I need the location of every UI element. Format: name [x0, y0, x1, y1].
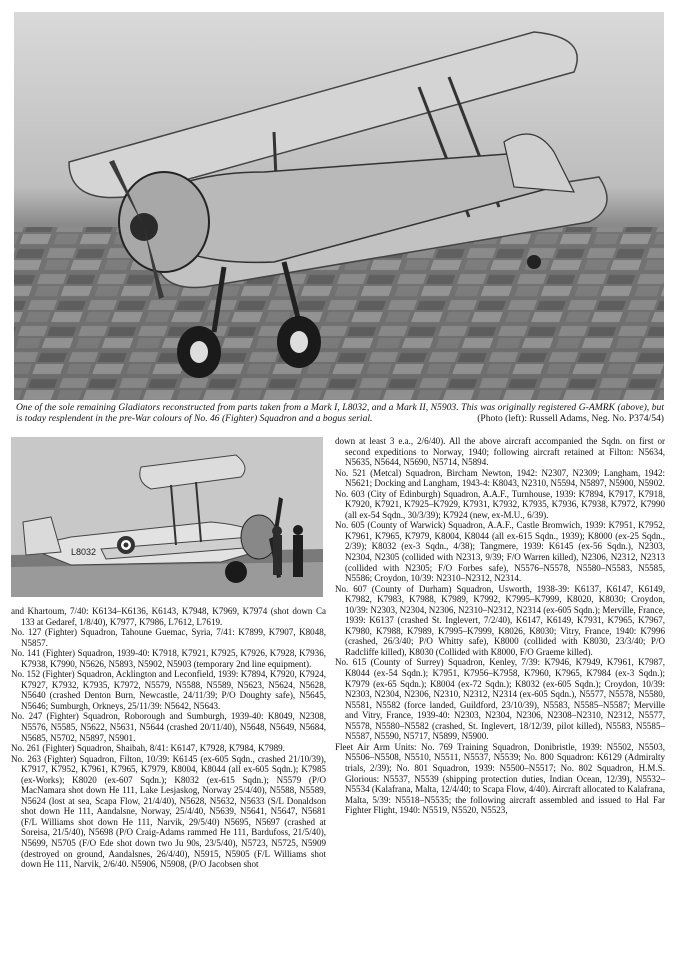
caption-text: One of the sole remaining Gladiators reconstructed from parts taken from a Mark I, L8032, and a Mark II, N5903. This was originally registered G-AMRK (above), but is today resplendent in the pre-War colours of No. 46 (Fighter) Squadron and a bogus serial.: [16, 402, 664, 424]
text-paragraph: down at least 3 e.a., 2/6/40). All the above aircraft accompanied the Sqdn. on first or second expeditions to Norway, 1940; following aircraft retained at Filton: N5634, N5635, N5644, N5690, N5714, N5894.: [335, 436, 665, 468]
text-paragraph: No. 605 (County of Warwick) Squadron, A.A.F., Castle Bromwich, 1939: K7951, K7952, K7961, K7965, K7979, K8004, K8044 (all ex-615 Sqdn., 1939); K8000 (ex-25 Sqdn., 2/39); K8032 (ex-3 Sqdn., 4/38); Tangmere, 1939: K6145 (ex-56 Sqdn.), N2303, N2304, N2305 (collided with N2313, 9/39; F/O Warren killed), N2306, N2312, N2313 (collided with N2305; F/O Forbes safe), N5576–N5578, N5580–N5583, N5585, N5586; Croydon, 10/39: N2310–N2312, N2314.: [335, 520, 665, 584]
small-photo: [11, 437, 323, 597]
text-paragraph: No. 521 (Metcal) Squadron, Bircham Newton, 1942: N2307, N2309; Langham, 1942: N5621; Docking and Langham, 1943-4: K8043, N2310, N5594, N5897, N5900, N5902.: [335, 467, 665, 489]
text-paragraph: No. 247 (Fighter) Squadron, Roborough and Sumburgh, 1939-40: K8049, N2308, N5576, N5585, N5622, N5631, N5644 (crashed 20/11/40), N5648, N5649, N5684, N5685, N5702, N5897, N5901.: [11, 711, 326, 743]
text-paragraph: No. 141 (Fighter) Squadron, 1939-40: K7918, K7921, K7925, K7926, K7928, K7936, K7938, K7990, N5626, N5893, N5902, N5903 (temporary 2nd line equipment).: [11, 648, 326, 669]
text-paragraph: and Khartoum, 7/40: K6134–K6136, K6143, K7948, K7969, K7974 (shot down Ca 133 at Gedaref, 1/8/40), K7977, K7986, L7612, L7619.: [11, 606, 326, 627]
text-paragraph: Fleet Air Arm Units: No. 769 Training Squadron, Donibristle, 1939: N5502, N5503, N5506–N5508, N5510, N5511, N5537, N5539; No. 800 Squadron: K6129 (Admiralty trials, 2/39); No. 801 Squadron, 1939: N5500–N5517; No. 802 Squadron, H.M.S. Glorious: N5537, N5539 (shipping protection duties, Indian Ocean, 12/39), N5532–N5534 (Kalafrana, Malta, 12/4/40; to Scapa Flow, 4/40). Aircraft allocated to Kalafrana, Malta, 5/39: N5518–N5535; the following aircraft assembled and issued to Hal Far Fighter Flight, 1940: N5519, N5520, N5523,: [335, 741, 665, 816]
photo-credit: (Photo (left): Russell Adams, Neg. No. P374/54): [477, 413, 664, 424]
text-paragraph: No. 152 (Fighter) Squadron, Acklington and Leconfield, 1939: K7894, K7920, K7924, K7927, K7932, K7935, K7972, N5579, N5588, N5589, N5623, N5624, N5628, N5640 (crashed Denton Burn, Newcastle, 24/11/39; P/O Doughty safe), N5645, N5646; Sumburgh, Orkneys, 25/11/39: N5642, N5643.: [11, 669, 326, 711]
gladiator-flight-photo: [14, 12, 664, 400]
text-paragraph: No. 261 (Fighter) Squadron, Shaibah, 8/41: K6147, K7928, K7984, K7989.: [11, 743, 285, 754]
gladiator-ground-photo: [11, 437, 323, 597]
main-photo: [14, 12, 664, 400]
text-paragraph: No. 263 (Fighter) Squadron, Filton, 10/39: K6145 (ex-605 Sqdn., crashed 21/10/39), K7917, K7952, K7961, K7965, K7979, K8004, K8044 (all ex-605 Sqdn.); K7985 (ex-Works); K8020 (ex-607 Sqdn.); K8032 (ex-615 Sqdn.); N5579 (P/O MacNamara shot down He 111, Lake Lesjaskog, Norway 25/4/40), N5588, N5589, N5624 (lost at sea, Scapa Flow, 21/4/40), N5628, N5632, N5633 (S/L Donaldson shot down He 111, Aandalsne, Norway, 25/4/40, N5639, N5641, N5647, N5681 (F/L Williams shot down He 111, Narvik, 29/5/40) N5695, N5697 (crashed at Soreisa, 21/5/40), N5698 (P/O Craig-Adams rammed He 111, Bardufoss, 21/5/40), N5699, N5705 (F/O Ede shot down two Ju 90s, 23/5/40), N5723, N5725, N5909 (destroyed on ground, Aandalsnes, 26/4/40), N5915, N5905 (F/L Williams shot down He 111, Narvik, 2/6/40. N5906, N5908, (P/O Jacobsen shot: [11, 753, 326, 870]
left-column: [11, 606, 326, 870]
text-paragraph: No. 615 (County of Surrey) Squadron, Kenley, 7/39: K7946, K7949, K7961, K7987, K8044 (ex-54 Sqdn.); K7951, K7956–K7958, K7960, K7965, K7984 (ex-3 Sqdn.); K7979 (ex-65 Sqdn.); K8004 (ex-72 Sqdn.); K8032 (ex-605 Sqdn.); Croydon, 10/39: N2303, N2304, N2306, N2310, N2312, N2314 (ex-605 Sqdn.), N5577, N5578, N5580, N5581, N5582 (force landed, Guildford, 23/10/39), N5583, N5585–N5587; Merville and Vitry, France, 1939-40: N2303, N2304, N2306, N2308–N2310, N2312, N5577, N5578, N5580–N5582 (crashed, St. Inglevert, 18/12/39, pilot killed), N5583, N5585–N5587, N5590, N5717, N5899, N5900.: [335, 657, 665, 742]
text-paragraph: No. 127 (Fighter) Squadron, Tahoune Guemac, Syria, 7/41: K7899, K7907, K8048, N5857.: [11, 627, 326, 648]
photo-caption: [16, 402, 664, 424]
right-column: [335, 436, 665, 816]
text-paragraph: No. 603 (City of Edinburgh) Squadron, A.A.F., Turnhouse, 1939: K7894, K7917, K7918, K7920, K7921, K7925–K7929, K7931, K7932, K7935, K7936, K7938, K7972, K7990 (all ex-54 Sqdn., 30/3/39); K7924 (new, ex-M.U., 6/39).: [335, 488, 665, 520]
aircraft-serial: L8032: [71, 547, 97, 557]
text-paragraph: No. 607 (County of Durham) Squadron, Usworth, 1938-39: K6137, K6147, K6149, K7982, K7983, K7988, K7989, K7992, K7995–K7999, K8020, K8030; Croydon, 10/39: N2303, N2304, N2306, N2310–N2312, N2314 (ex-605 Sqdn.); Merville, France, 1939: K6137 (crashed St. Inglevert, 7/2/40), K6147, K6149, K7931, K7965, K7967, K7980, K7988, K7989, K7995–K7999, K8026, K8030; Vitry, France, 1940: K7996 (crashed, 26/3/40; P/O Whitty safe), K8000 (collided with K8030, 23/3/40; P/O Radcliffe killed), K8030 (Collided with K8000, F/O Graeme killed).: [335, 583, 665, 657]
